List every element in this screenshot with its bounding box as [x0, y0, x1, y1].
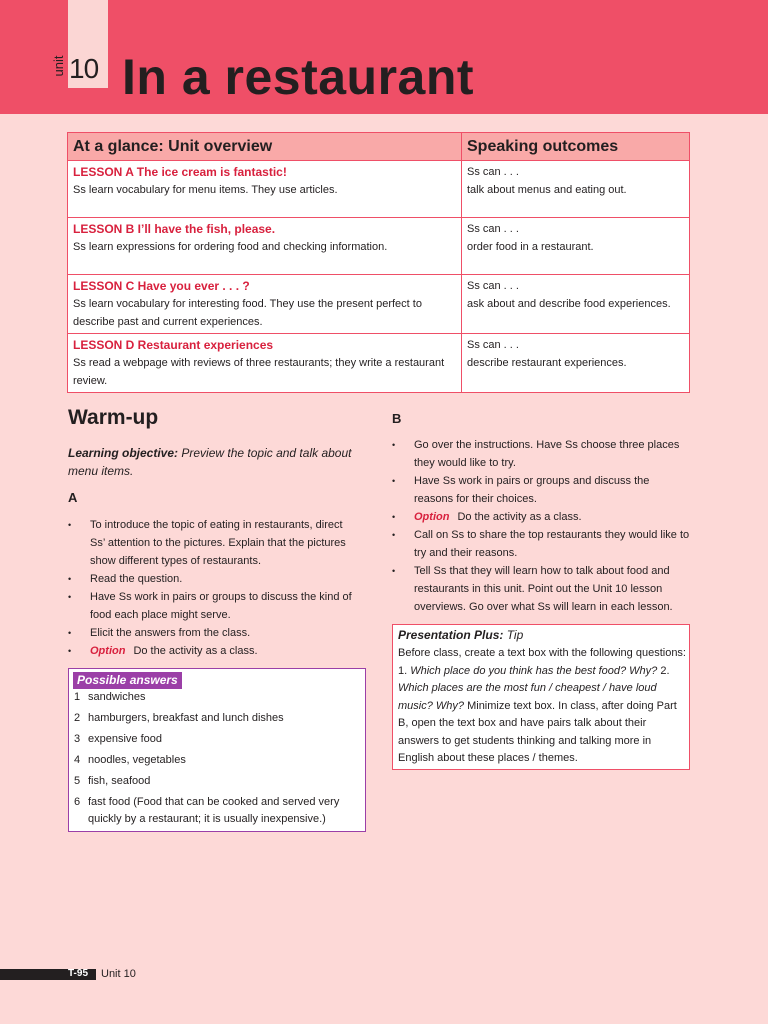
objective-text: Preview the topic and talk about menu items. — [68, 446, 352, 478]
answer-number: 3 — [74, 733, 81, 745]
unit-label: unit — [51, 55, 66, 77]
lesson-title: LESSON C Have you ever . . . ? — [73, 279, 250, 293]
table-row — [68, 161, 690, 218]
list-item — [69, 710, 359, 727]
list-item — [69, 731, 359, 748]
list-item — [69, 773, 359, 790]
learning-objective — [68, 444, 358, 480]
ss-can-label: Ss can . . . — [467, 223, 519, 235]
tip-text-part: Minimize text box. In class, after doing Part B, open the text box and have pairs talk about their answers to get students thinking and talking more in English about these places / themes. — [398, 699, 677, 764]
objective-label: Learning objective: — [68, 446, 179, 460]
tip-question: Which places are the most fun / cheapest / have loud music? Why? — [398, 682, 657, 712]
lesson-title: LESSON B I’ll have the fish, please. — [73, 222, 276, 236]
tip-text-part: 2. — [657, 664, 670, 677]
option-text: Do the activity as a class. — [133, 645, 258, 657]
lesson-description: Ss read a webpage with reviews of three restaurants; they write a restaurant review. — [73, 357, 445, 387]
list-item — [69, 794, 359, 828]
option-text: Do the activity as a class. — [457, 511, 582, 523]
unit-number: 10 — [69, 53, 99, 84]
possible-answers-title: Possible answers — [73, 672, 182, 689]
lesson-description: Ss learn vocabulary for interesting food. They use the present perfect to describe past and current experiences. — [73, 298, 422, 328]
part-a-heading: A — [68, 490, 78, 505]
tip-title — [398, 627, 523, 643]
ss-can-label: Ss can . . . — [467, 280, 519, 292]
page-number: T-95 — [68, 968, 89, 979]
answer-text: fast food (Food that can be cooked and served very quickly by a restaurant; it is usually inexpensive.) — [88, 796, 340, 825]
option-label: Option — [90, 645, 126, 657]
tip-text — [398, 645, 688, 768]
part-b-heading: B — [392, 411, 402, 426]
tip-title-word: Tip — [503, 628, 524, 642]
part-a-list — [68, 516, 358, 660]
possible-answers-box — [68, 668, 366, 832]
lesson-description: Ss learn vocabulary for menu items. They use articles. — [73, 184, 338, 196]
list-item: • Have Ss work in pairs or groups to discuss the kind of food each place might serve. — [68, 588, 358, 624]
list-item — [69, 752, 359, 769]
list-item: • Read the question. — [68, 570, 358, 588]
table-row — [68, 275, 690, 334]
outcomes-header: Speaking outcomes — [462, 133, 690, 161]
speaking-outcome: ask about and describe food experiences. — [467, 298, 671, 310]
answer-number: 4 — [74, 754, 81, 766]
list-item: • Have Ss work in pairs or groups and discuss the reasons for their choices. — [392, 472, 690, 508]
answer-number: 5 — [74, 775, 81, 787]
tip-question: Which place do you think has the best food? Why? — [410, 664, 658, 677]
lesson-title: LESSON A The ice cream is fantastic! — [73, 165, 287, 179]
lesson-description: Ss learn expressions for ordering food and checking information. — [73, 241, 388, 253]
lesson-title: LESSON D Restaurant experiences — [73, 338, 274, 352]
footer-unit-label: Unit 10 — [101, 968, 136, 980]
unit-overview-table — [67, 132, 690, 393]
overview-header: At a glance: Unit overview — [68, 133, 462, 161]
presentation-plus-tip-box — [392, 624, 690, 770]
list-item — [392, 508, 690, 526]
option-label: Option — [414, 511, 450, 523]
list-item — [68, 642, 358, 660]
speaking-outcome: talk about menus and eating out. — [467, 184, 627, 196]
list-item — [69, 689, 359, 706]
list-item: • Go over the instructions. Have Ss choose three places they would like to try. — [392, 436, 690, 472]
answers-list — [69, 689, 359, 832]
list-item: • Call on Ss to share the top restaurants they would like to try and their reasons. — [392, 526, 690, 562]
tip-title-label: Presentation Plus: — [398, 628, 504, 642]
warmup-title: Warm-up — [68, 406, 159, 429]
page-title: In a restaurant — [122, 49, 475, 105]
ss-can-label: Ss can . . . — [467, 166, 519, 178]
part-b-list — [392, 436, 690, 616]
answer-text: hamburgers, breakfast and lunch dishes — [88, 712, 284, 724]
answer-text: fish, seafood — [88, 775, 151, 787]
answer-number: 1 — [74, 691, 81, 703]
answer-text: sandwiches — [88, 691, 146, 703]
ss-can-label: Ss can . . . — [467, 339, 519, 351]
speaking-outcome: describe restaurant experiences. — [467, 357, 627, 369]
speaking-outcome: order food in a restaurant. — [467, 241, 594, 253]
answer-text: noodles, vegetables — [88, 754, 186, 766]
list-item: • To introduce the topic of eating in restaurants, direct Ss’ attention to the pictures. Explain that the pictures show different types of restaurants. — [68, 516, 358, 570]
answer-text: expensive food — [88, 733, 162, 745]
tip-text-part: Before class, create a text box with the following questions: 1. — [398, 647, 686, 677]
list-item: • Tell Ss that they will learn how to talk about food and restaurants in this unit. Point out the Unit 10 lesson overviews. Go over what Ss will learn in each lesson. — [392, 562, 690, 616]
table-row — [68, 334, 690, 393]
answer-number: 2 — [74, 712, 81, 724]
list-item: • Elicit the answers from the class. — [68, 624, 358, 642]
table-row — [68, 218, 690, 275]
answer-number: 6 — [74, 796, 81, 808]
